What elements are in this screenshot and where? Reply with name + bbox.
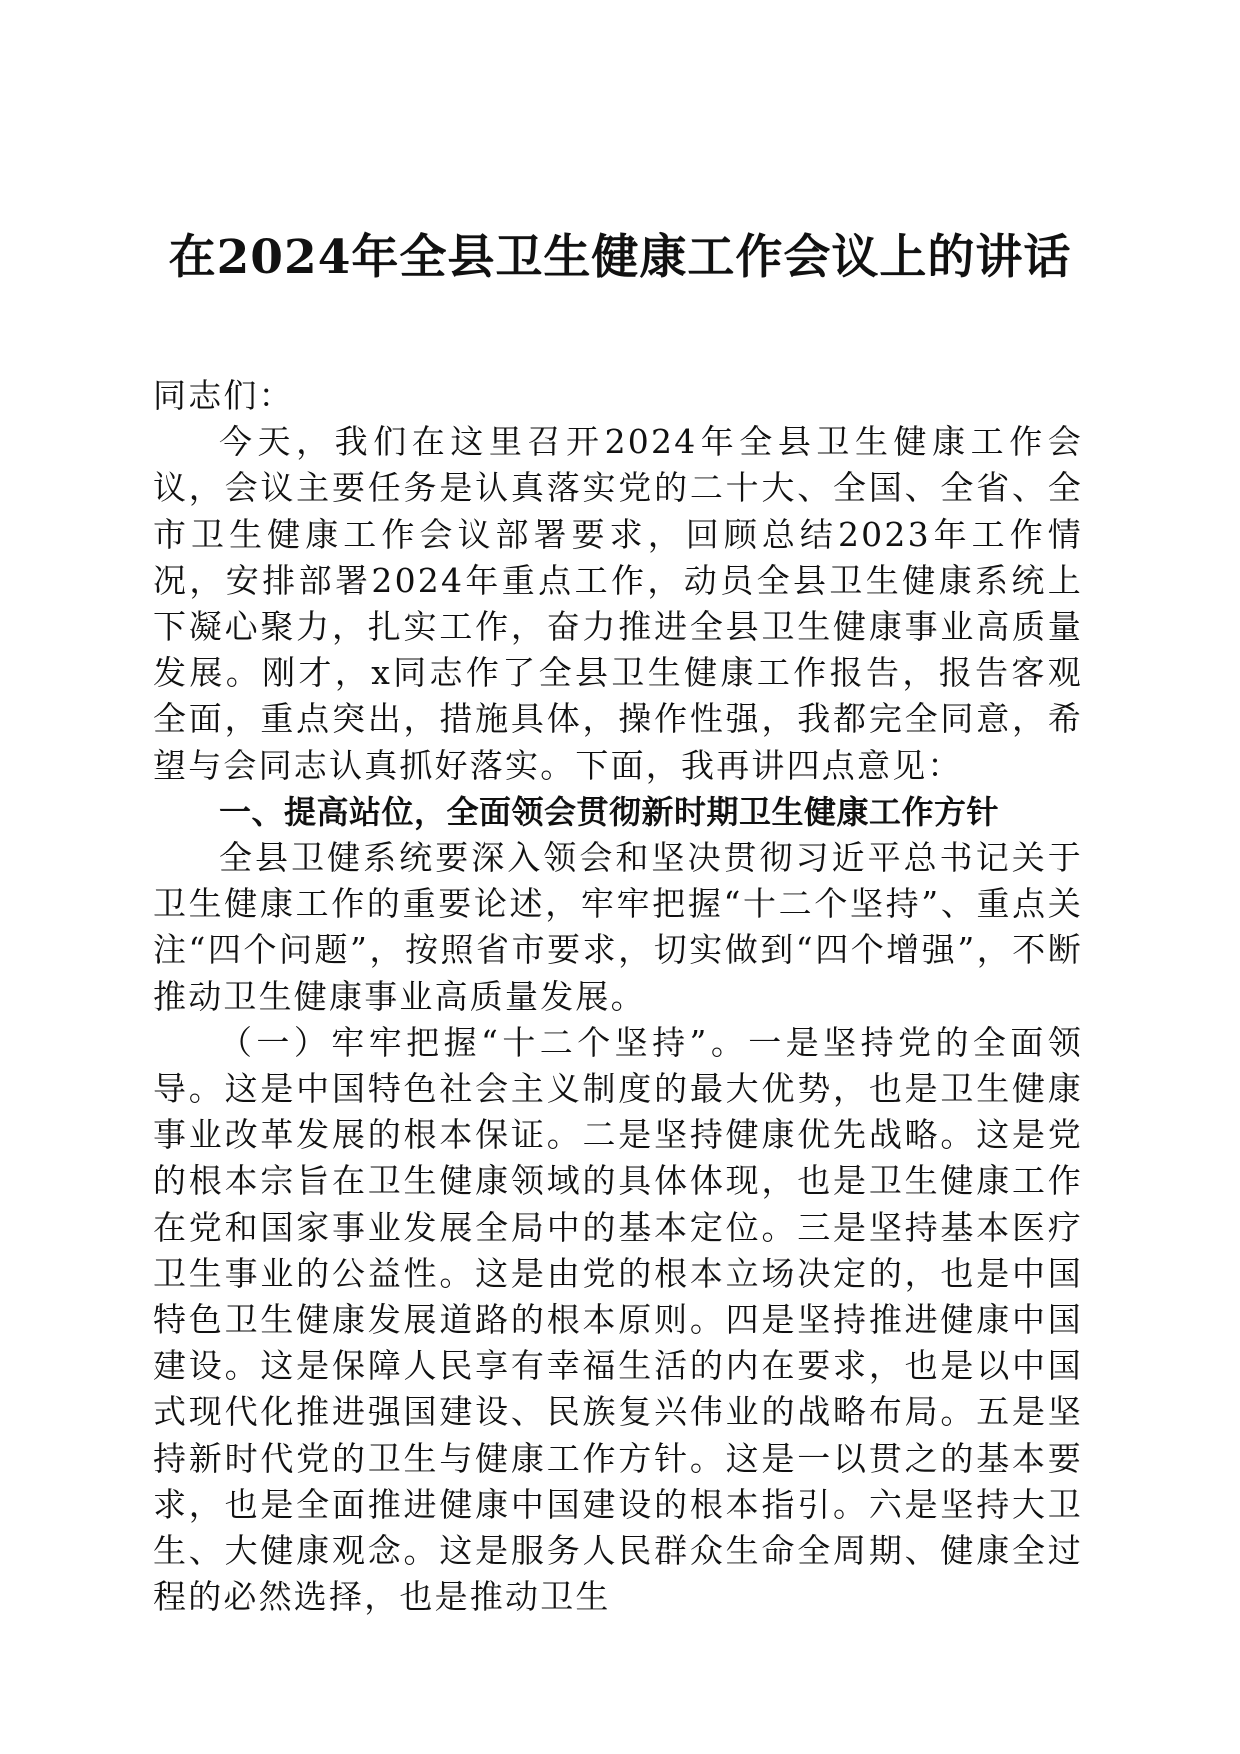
document-title: 在2024年全县卫生健康工作会议上的讲话 [168, 230, 1072, 285]
subsection-text-1: 一是坚持党的全面领导。这是中国特色社会主义制度的最大优势，也是卫生健康事业改革发展的根本保证。二是坚持健康优先战略。这是党的根本宗旨在卫生健康领域的具体体现，也是卫生健康工作在党和国家事业发展全局中的基本定位。三是坚持基本医疗卫生事业的公益性。这是由党的根本立场决定的，也是中国特色卫生健康发展道路的根本原则。四是坚持推进健康中国建设。这是保障人民享有幸福生活的内在要求，也是以中国式现代化推进强国建设、民族复兴伟业的战略布局。五是坚持新时代党的卫生与健康工作方针。这是一以贯之的基本要求，也是全面推进健康中国建设的根本指引。六是坚持大卫生、大健康观念。这是服务人民群众生命全周期、健康全过程的必然选择，也是推动卫生 [153, 1022, 1083, 1617]
document-body [153, 373, 1083, 1620]
subsection-heading-1: （一）牢牢把握“十二个坚持”。 [219, 1022, 749, 1062]
paragraph-subsection-1 [153, 1020, 1083, 1621]
section-heading-1: 一、提高站位，全面领会贯彻新时期卫生健康工作方针 [219, 792, 1000, 831]
paragraph-intro: 今天，我们在这里召开2024年全县卫生健康工作会议，会议主要任务是认真落实党的二十大、全国、全省、全市卫生健康工作会议部署要求，回顾总结2023年工作情况，安排部署2024年重点工作，动员全县卫生健康系统上下凝心聚力，扎实工作，奋力推进全县卫生健康事业高质量发展。刚才，x同志作了全县卫生健康工作报告，报告客观全面，重点突出，措施具体，操作性强，我都完全同意，希望与会同志认真抓好落实。下面，我再讲四点意见： [153, 422, 1083, 785]
salutation: 同志们： [153, 376, 294, 415]
paragraph-section-1: 全县卫健系统要深入领会和坚决贯彻习近平总书记关于卫生健康工作的重要论述，牢牢把握“十二个坚持”、重点关注“四个问题”，按照省市要求，切实做到“四个增强”，不断推动卫生健康事业高质量发展。 [153, 838, 1083, 1016]
